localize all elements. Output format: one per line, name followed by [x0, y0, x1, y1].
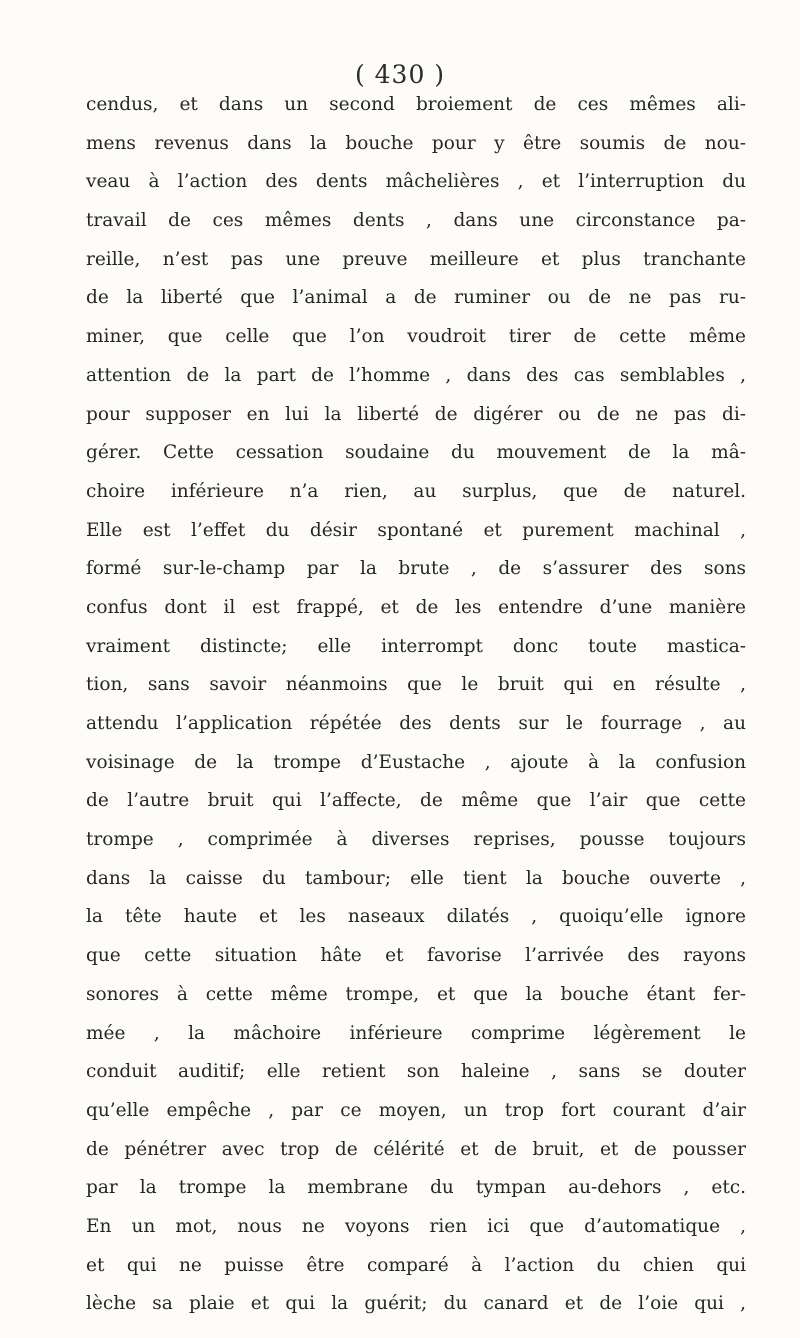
text-line: mens revenus dans la bouche pour y être soumis de nou- [86, 132, 746, 154]
text-line: tion, sans savoir néanmoins que le bruit qui en résulte , [86, 674, 746, 696]
text-line: choire inférieure n’a rien, au surplus, que de naturel. [86, 480, 746, 502]
text-line: qu’elle empêche , par ce moyen, un trop fort courant d’air [86, 1099, 746, 1121]
text-line: de pénétrer avec trop de célérité et de bruit, et de pousser [86, 1138, 746, 1160]
text-line: de la liberté que l’animal a de ruminer ou de ne pas ru- [86, 287, 746, 309]
text-line: travail de ces mêmes dents , dans une circonstance pa- [86, 210, 746, 232]
text-line: confus dont il est frappé, et de les entendre d’une manière [86, 596, 746, 618]
text-line: trompe , comprimée à diverses reprises, pousse toujours [86, 829, 746, 851]
text-line: miner, que celle que l’on voudroit tirer de cette même [86, 326, 746, 348]
text-line: conduit auditif; elle retient son haleine , sans se douter [86, 1061, 746, 1083]
text-line: vraiment distincte; elle interrompt donc toute mastica- [86, 635, 746, 657]
text-line: sonores à cette même trompe, et que la bouche étant fer- [86, 983, 746, 1005]
text-line: voisinage de la trompe d’Eustache , ajoute à la confusion [86, 751, 746, 773]
text-line: attendu l’application répétée des dents sur le fourrage , au [86, 713, 746, 734]
text-line: la tête haute et les naseaux dilatés , quoiqu’elle ignore [86, 906, 746, 928]
text-line: Elle est l’effet du désir spontané et purement machinal , [86, 519, 746, 541]
text-line: mée , la mâchoire inférieure comprime légèrement le [86, 1022, 746, 1044]
text-line: et qui ne puisse être comparé à l’action du chien qui [86, 1254, 746, 1276]
text-line: gérer. Cette cessation soudaine du mouvement de la mâ- [86, 442, 746, 464]
text-line: dans la caisse du tambour; elle tient la bouche ouverte , [86, 867, 746, 889]
text-line: reille, n’est pas une preuve meilleure et plus tranchante [86, 248, 746, 270]
text-line: pour supposer en lui la liberté de digérer ou de ne pas di- [86, 403, 746, 425]
text-line: attention de la part de l’homme , dans des cas semblables , [86, 364, 746, 386]
text-line: En un mot, nous ne voyons rien ici que d’automatique , [86, 1215, 746, 1237]
text-line: de l’autre bruit qui l’affecte, de même que l’air que cette [86, 790, 746, 812]
text-line: que cette situation hâte et favorise l’arrivée des rayons [86, 945, 746, 967]
page-number: ( 430 ) [354, 60, 446, 89]
text-line: lèche sa plaie et qui la guérit; du canard et de l’oie qui , [86, 1293, 746, 1315]
body-text [86, 86, 746, 1324]
text-line: formé sur-le-champ par la brute , de s’assurer des sons [86, 558, 746, 580]
text-line: par la trompe la membrane du tympan au-dehors , etc. [86, 1177, 746, 1199]
text-line: cendus, et dans un second broiement de ces mêmes ali- [86, 94, 746, 115]
text-line: veau à l’action des dents mâchelières , et l’interruption du [86, 171, 746, 193]
